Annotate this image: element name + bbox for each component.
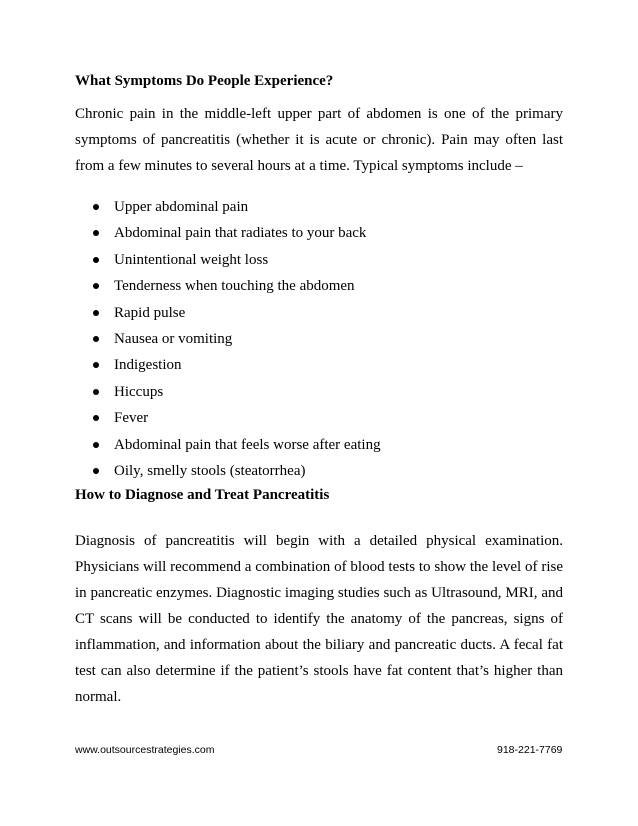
list-item-text: Hiccups	[114, 383, 164, 400]
section-heading-diagnosis: How to Diagnose and Treat Pancreatitis	[75, 487, 330, 503]
list-item	[75, 303, 381, 329]
footer-phone: 918-221-7769	[497, 744, 563, 756]
list-item	[75, 197, 381, 223]
bullet-icon	[93, 468, 99, 474]
symptoms-list	[75, 197, 381, 487]
list-item	[75, 435, 381, 461]
list-item-text: Abdominal pain that radiates to your back	[114, 225, 367, 242]
diagnosis-paragraph: Diagnosis of pancreatitis will begin with a detailed physical examination. Physicians will recommend a combination of blood tests to show the level of rise in pancreatic enzymes. Diagnostic imaging studies such as Ultrasound, MRI, and CT scans will be conducted to identify the anatomy of the pancreas, signs of inflammation, and information about the biliary and pancreatic ducts. A fecal fat test can also determine if the patient’s stools have fat content that’s higher than normal.	[75, 533, 563, 705]
list-item	[75, 461, 381, 487]
footer-website: www.outsourcestrategies.com	[75, 744, 215, 756]
list-item-text: Upper abdominal pain	[114, 199, 249, 215]
list-item-text: Rapid pulse	[114, 304, 186, 321]
list-item-text: Oily, smelly stools (steatorrhea)	[114, 462, 306, 479]
list-item-text: Indigestion	[114, 357, 182, 374]
symptoms-intro-paragraph: Chronic pain in the middle-left upper part of abdomen is one of the primary symptoms of pancreatitis (whether it is acute or chronic). Pain may often last from a few minutes to several hours at a time. Typical symptoms include –	[75, 106, 563, 174]
list-item	[75, 223, 381, 249]
list-item	[75, 329, 381, 355]
list-item	[75, 408, 381, 434]
list-item-text: Nausea or vomiting	[114, 330, 233, 347]
list-item-text: Tenderness when touching the abdomen	[114, 278, 355, 295]
bullet-icon	[93, 230, 99, 236]
list-item	[75, 250, 381, 276]
bullet-icon	[93, 442, 99, 448]
section-heading-symptoms: What Symptoms Do People Experience?	[75, 73, 334, 89]
bullet-icon	[93, 283, 99, 289]
bullet-icon	[93, 310, 99, 316]
bullet-icon	[93, 204, 99, 210]
list-item-text: Fever	[114, 410, 149, 427]
list-item-text: Unintentional weight loss	[114, 251, 269, 268]
list-item	[75, 276, 381, 302]
bullet-icon	[93, 389, 99, 395]
bullet-icon	[93, 336, 99, 342]
bullet-icon	[93, 415, 99, 421]
list-item-text: Abdominal pain that feels worse after eating	[114, 436, 381, 453]
list-item	[75, 355, 381, 381]
bullet-icon	[93, 362, 99, 368]
list-item	[75, 382, 381, 408]
bullet-icon	[93, 257, 99, 263]
